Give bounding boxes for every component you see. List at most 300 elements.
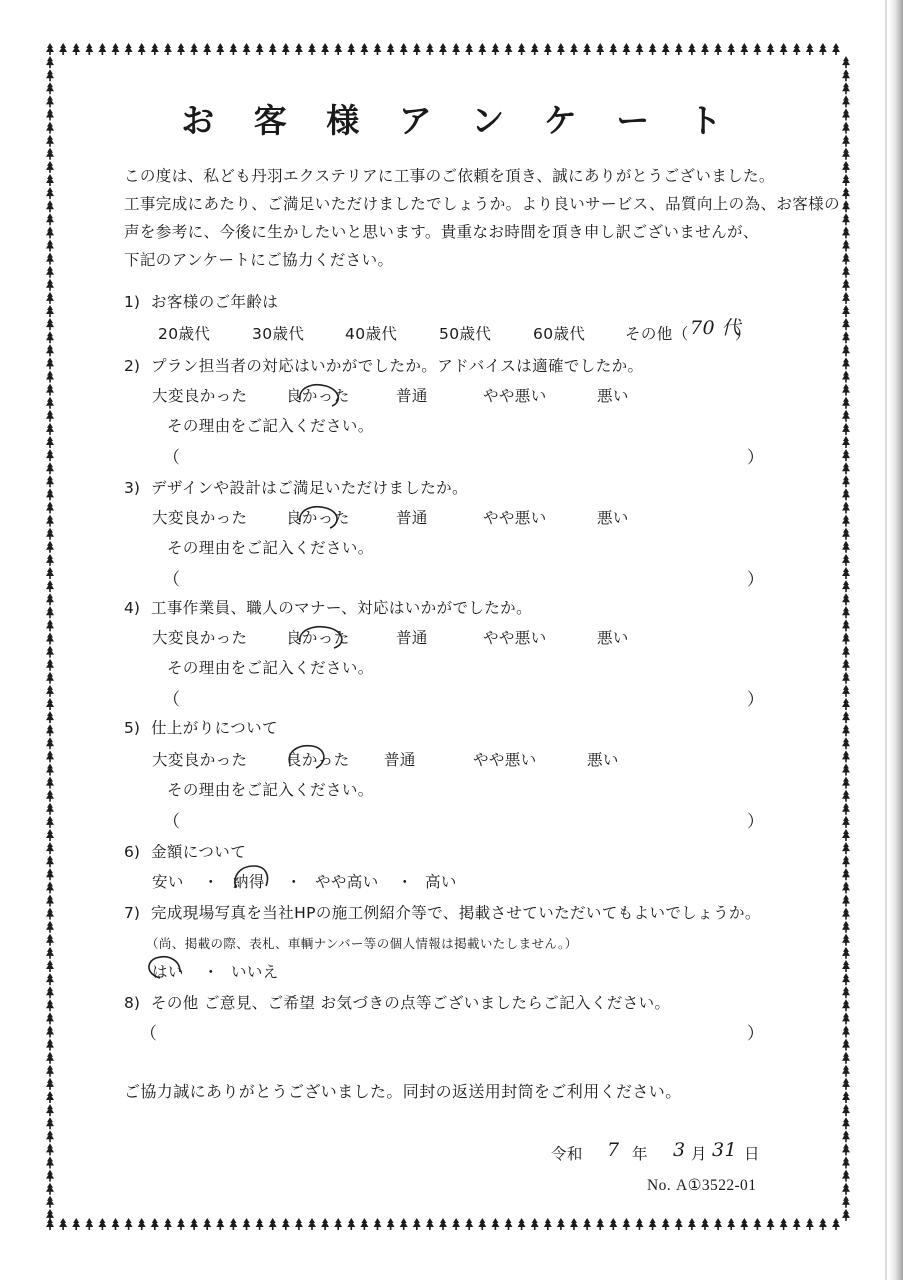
border-tree-ornament [46, 999, 54, 1011]
q1-option-other[interactable]: その他（ [625, 325, 689, 343]
border-tree-ornament [46, 855, 54, 867]
border-tree-ornament [46, 737, 54, 749]
border-tree-ornament [374, 1218, 382, 1230]
border-tree-ornament [46, 580, 54, 592]
border-tree-ornament [46, 659, 54, 671]
border-tree-ornament [138, 1218, 146, 1230]
border-tree-ornament [842, 868, 850, 880]
border-tree-ornament [112, 43, 120, 55]
border-tree-ornament [842, 423, 850, 435]
border-tree-ornament [842, 1091, 850, 1103]
border-tree-ornament [46, 685, 54, 697]
border-tree-ornament [622, 1218, 630, 1230]
border-tree-ornament [842, 226, 850, 238]
border-tree-ornament [46, 397, 54, 409]
border-tree-ornament [46, 1052, 54, 1064]
border-tree-ornament [842, 371, 850, 383]
border-tree-ornament [46, 646, 54, 658]
border-tree-ornament [360, 1218, 368, 1230]
border-tree-ornament [842, 606, 850, 618]
border-tree-ornament [164, 1218, 172, 1230]
q4-reason-close-paren: ） [747, 690, 764, 710]
border-tree-ornament [282, 43, 290, 55]
border-tree-ornament [387, 1218, 395, 1230]
border-tree-ornament [505, 43, 513, 55]
border-tree-ornament [842, 934, 850, 946]
border-tree-ornament [46, 502, 54, 514]
border-tree-ornament [793, 43, 801, 55]
border-tree-ornament [583, 43, 591, 55]
border-tree-ornament [842, 279, 850, 291]
border-tree-ornament [767, 1218, 775, 1230]
q4-option-somewhat-bad[interactable]: やや悪い [483, 629, 547, 647]
border-tree-ornament [832, 43, 840, 55]
border-tree-ornament [842, 790, 850, 802]
border-tree-ornament [842, 960, 850, 972]
border-tree-ornament [544, 1218, 552, 1230]
border-tree-ornament [46, 816, 54, 828]
q4-option-good[interactable]: 良かった [286, 629, 350, 647]
border-tree-ornament [842, 1196, 850, 1208]
border-tree-ornament [596, 43, 604, 55]
border-tree-ornament [842, 1039, 850, 1051]
border-tree-ornament [138, 43, 146, 55]
border-tree-ornament [374, 43, 382, 55]
border-tree-ornament [243, 1218, 251, 1230]
border-tree-ornament [46, 462, 54, 474]
border-tree-ornament [72, 1218, 80, 1230]
q3-number: 3) [124, 479, 140, 497]
q2-option-very-good[interactable]: 大変良かった [152, 387, 248, 405]
border-tree-ornament [675, 1218, 683, 1230]
border-tree-ornament [842, 1026, 850, 1038]
border-tree-ornament [46, 908, 54, 920]
border-tree-ornament [85, 1218, 93, 1230]
border-tree-ornament [46, 567, 54, 579]
border-tree-ornament [46, 253, 54, 265]
q6-separator-2: ・ [286, 873, 302, 891]
border-tree-ornament [46, 357, 54, 369]
border-tree-ornament [557, 43, 565, 55]
border-tree-ornament [842, 764, 850, 776]
border-tree-ornament [842, 82, 850, 94]
border-tree-ornament [505, 1218, 513, 1230]
date-day-label: 日 [744, 1145, 760, 1163]
border-tree-ornament [842, 200, 850, 212]
q6-question: 金額について [151, 843, 247, 861]
border-tree-ornament [229, 43, 237, 55]
border-tree-ornament [46, 410, 54, 422]
border-tree-ornament [46, 947, 54, 959]
q3-option-very-good[interactable]: 大変良かった [152, 509, 248, 527]
border-tree-ornament [842, 567, 850, 579]
border-tree-ornament [46, 1157, 54, 1169]
border-tree-ornament [842, 855, 850, 867]
border-tree-ornament [85, 43, 93, 55]
border-tree-ornament [842, 488, 850, 500]
q4-reason-open-paren: （ [163, 690, 180, 710]
q7-option-no[interactable]: いいえ [231, 963, 279, 981]
border-tree-ornament [387, 43, 395, 55]
border-tree-ornament [583, 1218, 591, 1230]
border-tree-ornament [46, 423, 54, 435]
date-month-handwritten: 3 [673, 1139, 686, 1161]
border-tree-ornament [714, 1218, 722, 1230]
border-tree-ornament [842, 633, 850, 645]
q8-comment-open-paren: （ [140, 1024, 157, 1044]
border-tree-ornament [347, 1218, 355, 1230]
border-tree-ornament [321, 1218, 329, 1230]
border-tree-ornament [46, 541, 54, 553]
border-tree-ornament [256, 43, 264, 55]
border-tree-ornament [842, 724, 850, 736]
border-tree-ornament [203, 43, 211, 55]
q8-comment-field[interactable] [160, 1016, 745, 1046]
border-tree-ornament [842, 829, 850, 841]
border-tree-ornament [842, 449, 850, 461]
border-tree-ornament [842, 895, 850, 907]
border-tree-ornament [842, 305, 850, 317]
border-tree-ornament [59, 43, 67, 55]
border-tree-ornament [46, 305, 54, 317]
border-tree-ornament [609, 43, 617, 55]
border-tree-ornament [46, 384, 54, 396]
border-tree-ornament [46, 777, 54, 789]
border-tree-ornament [46, 554, 54, 566]
q3-option-somewhat-bad[interactable]: やや悪い [483, 509, 547, 527]
border-tree-ornament [714, 43, 722, 55]
border-tree-ornament [46, 698, 54, 710]
border-tree-ornament [842, 331, 850, 343]
q5-option-normal[interactable]: 普通 [384, 751, 416, 769]
border-tree-ornament [819, 1218, 827, 1230]
border-tree-ornament [321, 43, 329, 55]
border-tree-ornament [46, 82, 54, 94]
border-tree-ornament [842, 410, 850, 422]
border-tree-ornament [842, 1130, 850, 1142]
q2-number: 2) [124, 357, 140, 375]
q2-question: プラン担当者の対応はいかがでしたか。アドバイスは適確でしたか。 [151, 357, 644, 375]
q8-question: その他 ご意見、ご希望 お気づきの点等ございましたらご記入ください。 [151, 994, 671, 1012]
border-tree-ornament [46, 960, 54, 972]
border-tree-ornament [842, 1117, 850, 1129]
border-tree-ornament [806, 1218, 814, 1230]
border-tree-ornament [190, 43, 198, 55]
q7-option-yes[interactable]: はい [152, 963, 184, 981]
q4-question: 工事作業員、職人のマナー、対応はいかがでしたか。 [151, 599, 532, 617]
border-tree-ornament [203, 1218, 211, 1230]
border-tree-ornament [112, 1218, 120, 1230]
border-tree-ornament [842, 881, 850, 893]
border-tree-ornament [662, 1218, 670, 1230]
border-tree-ornament [531, 1218, 539, 1230]
border-tree-ornament [46, 292, 54, 304]
q1-option-20s[interactable]: 20歳代 [158, 325, 211, 343]
border-tree-ornament [842, 384, 850, 396]
q3-reason-prompt: その理由をご記入ください。 [167, 539, 374, 557]
border-tree-ornament [46, 764, 54, 776]
border-tree-ornament [216, 43, 224, 55]
q3-option-good[interactable]: 良かった [286, 509, 350, 527]
q7-question: 完成現場写真を当社HPの施工例紹介等で、掲載させていただいてもよいでしょうか。 [151, 904, 761, 922]
border-tree-ornament [688, 1218, 696, 1230]
q6-option-cheap[interactable]: 安い [152, 873, 184, 891]
border-tree-ornament [842, 318, 850, 330]
border-tree-ornament [46, 200, 54, 212]
border-tree-ornament [842, 737, 850, 749]
border-tree-ornament [46, 934, 54, 946]
q4-option-very-good[interactable]: 大変良かった [152, 629, 248, 647]
border-tree-ornament [46, 56, 54, 68]
border-tree-ornament [452, 1218, 460, 1230]
border-tree-ornament [842, 266, 850, 278]
border-tree-ornament [819, 43, 827, 55]
border-tree-ornament [413, 1218, 421, 1230]
q1-option-60s[interactable]: 60歳代 [533, 325, 586, 343]
q6-separator-3: ・ [397, 873, 413, 891]
border-tree-ornament [46, 148, 54, 160]
border-tree-ornament [269, 43, 277, 55]
intro-line-1: この度は、私ども丹羽エクステリアに工事のご依頼を頂き、誠にありがとうございました。 [124, 167, 775, 185]
border-tree-ornament [842, 69, 850, 81]
q5-reason-open-paren: （ [163, 812, 180, 832]
border-tree-ornament [842, 659, 850, 671]
border-tree-ornament [842, 541, 850, 553]
border-tree-ornament [46, 240, 54, 252]
q6-number: 6) [124, 843, 140, 861]
border-tree-ornament [842, 502, 850, 514]
border-tree-ornament [46, 266, 54, 278]
date-day-handwritten: 31 [712, 1139, 737, 1161]
border-tree-ornament [46, 226, 54, 238]
q3-option-bad[interactable]: 悪い [597, 509, 629, 527]
border-tree-ornament [688, 43, 696, 55]
q5-option-bad[interactable]: 悪い [587, 751, 619, 769]
border-tree-ornament [842, 56, 850, 68]
q6-option-expensive[interactable]: 高い [425, 873, 457, 891]
border-tree-ornament [46, 371, 54, 383]
border-tree-ornament [400, 1218, 408, 1230]
border-tree-ornament [842, 397, 850, 409]
border-tree-ornament [46, 619, 54, 631]
border-tree-ornament [570, 43, 578, 55]
q2-reason-field[interactable] [185, 440, 745, 470]
q1-number: 1) [124, 293, 140, 311]
border-tree-ornament [842, 803, 850, 815]
border-tree-ornament [842, 580, 850, 592]
border-tree-ornament [842, 174, 850, 186]
q5-option-good[interactable]: 良かった [286, 751, 350, 769]
q2-option-good[interactable]: 良かった [286, 387, 350, 405]
border-tree-ornament [649, 43, 657, 55]
q5-option-somewhat-bad[interactable]: やや悪い [473, 751, 537, 769]
border-tree-ornament [164, 43, 172, 55]
border-tree-ornament [177, 43, 185, 55]
q4-number: 4) [124, 599, 140, 617]
border-tree-ornament [518, 1218, 526, 1230]
border-tree-ornament [793, 1218, 801, 1230]
border-tree-ornament [347, 43, 355, 55]
border-tree-ornament [842, 908, 850, 920]
border-tree-ornament [842, 187, 850, 199]
border-tree-ornament [125, 1218, 133, 1230]
border-tree-ornament [46, 1117, 54, 1129]
border-tree-ornament [557, 1218, 565, 1230]
q1-option-40s[interactable]: 40歳代 [345, 325, 398, 343]
q2-option-somewhat-bad[interactable]: やや悪い [483, 387, 547, 405]
border-tree-ornament [334, 43, 342, 55]
border-tree-ornament [531, 43, 539, 55]
border-tree-ornament [806, 43, 814, 55]
border-tree-ornament [753, 1218, 761, 1230]
border-tree-ornament [46, 868, 54, 880]
intro-line-4: 下記のアンケートにご協力ください。 [124, 251, 394, 269]
border-tree-ornament [46, 449, 54, 461]
border-tree-ornament [842, 1065, 850, 1077]
border-tree-ornament [360, 43, 368, 55]
border-tree-ornament [518, 43, 526, 55]
q1-question: お客様のご年齢は [151, 293, 279, 311]
q5-option-very-good[interactable]: 大変良かった [152, 751, 248, 769]
date-month-label: 月 [691, 1145, 707, 1163]
border-tree-ornament [177, 1218, 185, 1230]
border-tree-ornament [46, 1130, 54, 1142]
border-tree-ornament [46, 842, 54, 854]
border-tree-ornament [46, 803, 54, 815]
q2-reason-close-paren: ） [747, 448, 764, 468]
q2-option-bad[interactable]: 悪い [597, 387, 629, 405]
border-tree-ornament [46, 1170, 54, 1182]
border-tree-ornament [662, 43, 670, 55]
border-tree-ornament [46, 921, 54, 933]
border-tree-ornament [842, 842, 850, 854]
border-tree-ornament [46, 1078, 54, 1090]
border-tree-ornament [190, 1218, 198, 1230]
border-tree-ornament [229, 1218, 237, 1230]
q4-option-bad[interactable]: 悪い [597, 629, 629, 647]
border-tree-ornament [46, 1104, 54, 1116]
border-tree-ornament [842, 1157, 850, 1169]
border-tree-ornament [46, 213, 54, 225]
border-tree-ornament [46, 1039, 54, 1051]
q6-separator-1: ・ [203, 873, 219, 891]
q6-option-satisfied[interactable]: 納得 [233, 873, 265, 891]
border-tree-ornament [842, 698, 850, 710]
border-tree-ornament [46, 1183, 54, 1195]
border-tree-ornament [753, 43, 761, 55]
border-tree-ornament [243, 43, 251, 55]
border-tree-ornament [842, 685, 850, 697]
q5-question: 仕上がりについて [151, 719, 278, 737]
doc-number-prefix: No. [647, 1177, 672, 1194]
border-tree-ornament [46, 1209, 54, 1221]
border-tree-ornament [46, 279, 54, 291]
q1-option-50s[interactable]: 50歳代 [439, 325, 492, 343]
q3-reason-open-paren: （ [163, 570, 180, 590]
border-tree-ornament [842, 357, 850, 369]
q5-number: 5) [124, 719, 140, 737]
border-tree-ornament [46, 161, 54, 173]
q3-reason-field[interactable] [185, 562, 745, 592]
border-tree-ornament [46, 606, 54, 618]
border-tree-ornament [439, 1218, 447, 1230]
q4-reason-prompt: その理由をご記入ください。 [167, 659, 374, 677]
border-tree-ornament [842, 462, 850, 474]
border-tree-ornament [842, 475, 850, 487]
border-tree-ornament [491, 1218, 499, 1230]
border-tree-ornament [46, 593, 54, 605]
border-tree-ornament [842, 1170, 850, 1182]
border-tree-ornament [46, 724, 54, 736]
border-tree-ornament [842, 1052, 850, 1064]
border-tree-ornament [46, 1143, 54, 1155]
q5-reason-field[interactable] [185, 804, 745, 834]
border-tree-ornament [544, 43, 552, 55]
border-tree-ornament [842, 344, 850, 356]
q7-separator: ・ [203, 963, 219, 981]
border-tree-ornament [842, 973, 850, 985]
q2-option-normal[interactable]: 普通 [396, 387, 428, 405]
border-tree-ornament [151, 1218, 159, 1230]
q7-number: 7) [124, 904, 140, 922]
border-tree-ornament [842, 148, 850, 160]
border-tree-ornament [46, 790, 54, 802]
border-tree-ornament [842, 292, 850, 304]
border-tree-ornament [46, 711, 54, 723]
border-tree-ornament [295, 1218, 303, 1230]
border-tree-ornament [308, 43, 316, 55]
border-tree-ornament [46, 187, 54, 199]
border-tree-ornament [780, 1218, 788, 1230]
border-tree-ornament [842, 999, 850, 1011]
border-tree-ornament [400, 43, 408, 55]
border-tree-ornament [426, 43, 434, 55]
border-tree-ornament [46, 436, 54, 448]
q3-option-normal[interactable]: 普通 [396, 509, 428, 527]
border-tree-ornament [842, 986, 850, 998]
border-tree-ornament [636, 1218, 644, 1230]
border-tree-ornament [46, 986, 54, 998]
date-year-handwritten: 7 [607, 1139, 620, 1161]
q1-option-30s[interactable]: 30歳代 [252, 325, 305, 343]
survey-title: お 客 様 ア ン ケ ー ト [181, 101, 736, 140]
q4-option-normal[interactable]: 普通 [396, 629, 428, 647]
border-tree-ornament [46, 1091, 54, 1103]
border-tree-ornament [46, 69, 54, 81]
border-tree-ornament [842, 921, 850, 933]
border-tree-ornament [842, 213, 850, 225]
border-tree-ornament [842, 253, 850, 265]
q2-reason-open-paren: （ [163, 448, 180, 468]
border-tree-ornament [842, 947, 850, 959]
border-tree-ornament [46, 331, 54, 343]
q1-close-paren: ） [735, 325, 751, 343]
border-tree-ornament [740, 1218, 748, 1230]
q6-option-somewhat-expensive[interactable]: やや高い [315, 873, 379, 891]
border-tree-ornament [842, 1012, 850, 1024]
border-tree-ornament [842, 646, 850, 658]
border-tree-ornament [295, 43, 303, 55]
q5-reason-prompt: その理由をご記入ください。 [167, 781, 374, 799]
border-tree-ornament [491, 43, 499, 55]
border-tree-ornament [767, 43, 775, 55]
border-tree-ornament [727, 1218, 735, 1230]
border-tree-ornament [842, 515, 850, 527]
q4-reason-field[interactable] [185, 682, 745, 712]
border-tree-ornament [842, 161, 850, 173]
border-tree-ornament [842, 1183, 850, 1195]
border-tree-ornament [46, 318, 54, 330]
